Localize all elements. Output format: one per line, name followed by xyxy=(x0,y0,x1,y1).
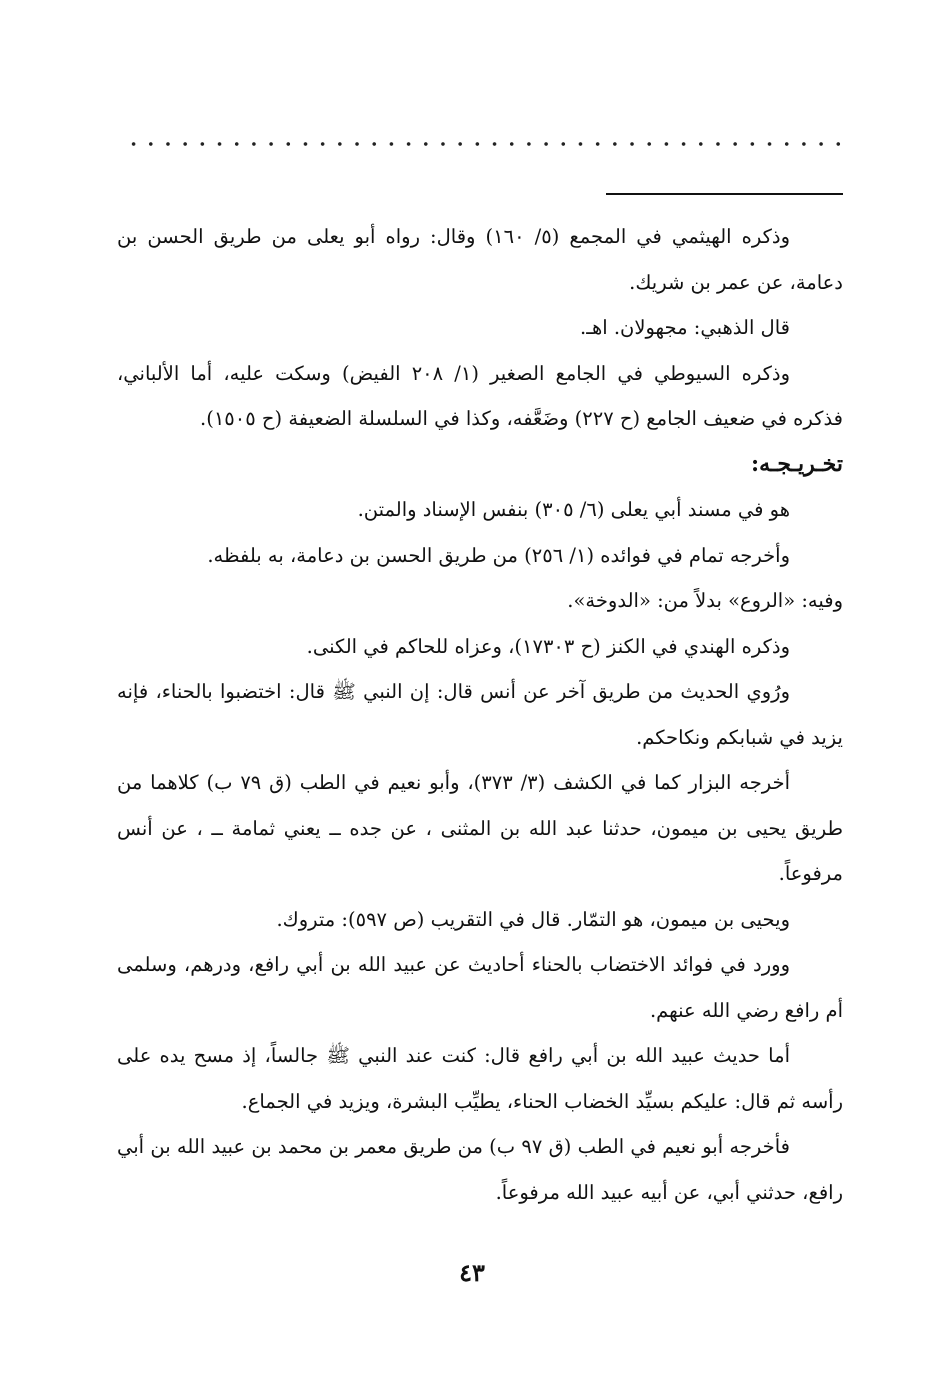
paragraph: ورُوي الحديث من طريق آخر عن أنس قال: إن النبي ﷺ قال: اختضبوا بالحناء، فإنه يزيد في شبابكم ونكاحكم. xyxy=(117,680,843,749)
paragraph: قال الذهبي: مجهولان. اهـ. xyxy=(580,316,790,339)
paragraph: أما حديث عبيد الله بن أبي رافع قال: كنت عند النبي ﷺ جالساً، إذ مسح يده على رأسه ثم قال: عليكم بسيِّد الخضاب الحناء، يطيِّب البشرة، ويزيد في الجماع. xyxy=(117,1044,843,1113)
paragraph: ويحيى بن ميمون، هو التمّار. قال في التقريب (ص ٥٩٧): متروك. xyxy=(276,907,790,931)
paragraph: أخرجه البزار كما في الكشف (٣/ ٣٧٣)، وأبو نعيم في الطب (ق ٧٩ ب) كلاهما من طريق يحيى بن ميمون، حدثنا عبد الله بن المثنى ، عن جده ــ يعني ثمامة ــ ، عن أنس مرفوعاً. xyxy=(117,771,843,885)
paragraph: هو في مسند أبي يعلى (٦/ ٣٠٥) بنفس الإسناد والمتن. xyxy=(357,498,790,521)
paragraph: وفيه: «الروع» بدلاً من: «الدوخة». xyxy=(567,589,843,612)
page-body xyxy=(117,214,843,1215)
paragraph: فأخرجه أبو نعيم في الطب (ق ٩٧ ب) من طريق معمر بن محمد بن عبيد الله بن أبي رافع، حدثني أبي، عن أبيه عبيد الله مرفوعاً. xyxy=(117,1135,843,1204)
paragraph: وذكره السيوطي في الجامع الصغير (١/ ٢٠٨ الفيض) وسكت عليه، أما الألباني، فذكره في ضعيف الجامع (ح ٢٢٧) وضَعَّفه، وكذا في السلسلة الضعيفة (ح ١٥٠٥). xyxy=(117,361,843,430)
page-number: ٤٣ xyxy=(459,1258,485,1287)
dotted-separator xyxy=(125,139,845,149)
footnote-rule xyxy=(606,193,843,195)
section-heading: تخـريـجـه: xyxy=(750,450,843,477)
paragraph: وذكره الهيثمي في المجمع (٥/ ١٦٠) وقال: رواه أبو يعلى من طريق الحسن بن دعامة، عن عمر بن شريك. xyxy=(117,225,843,294)
paragraph: وورد في فوائد الاختضاب بالحناء أحاديث عن عبيد الله بن أبي رافع، ودرهم، وسلمى أم رافع رضي الله عنهم. xyxy=(117,953,843,1022)
paragraph: وأخرجه تمام في فوائده (١/ ٢٥٦) من طريق الحسن بن دعامة، به بلفظه. xyxy=(207,543,790,567)
paragraph: وذكره الهندي في الكنز (ح ١٧٣٠٣)، وعزاه للحاكم في الكنى. xyxy=(306,634,790,658)
